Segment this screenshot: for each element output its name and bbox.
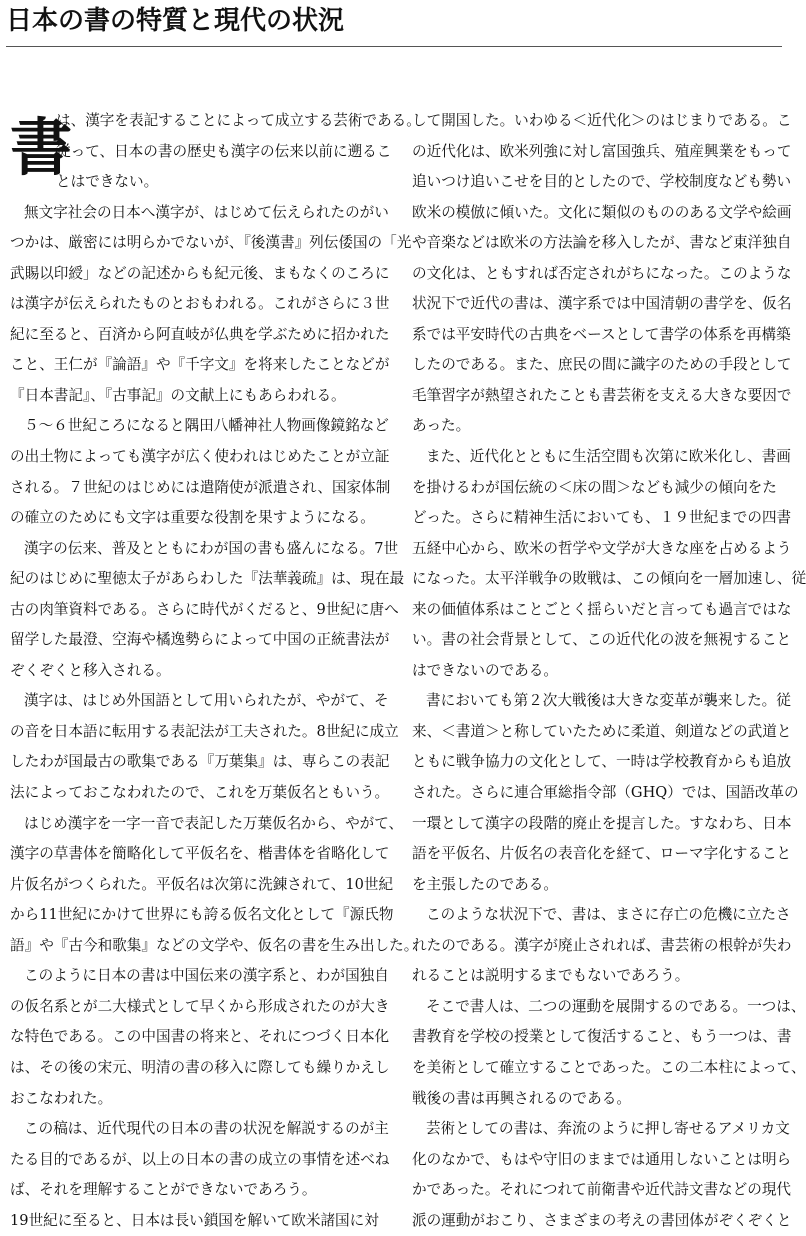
- text-line: 武賜以印綬」などの記述からも紀元後、まもなくのころに: [10, 264, 390, 282]
- text-line: 芸術としての書は、奔流のように押し寄せるアメリカ文: [426, 1120, 790, 1138]
- text-line: 戦後の書は再興されるのである。: [412, 1089, 631, 1107]
- text-line: 書教育を学校の授業として復活すること、もう一つは、書: [412, 1028, 792, 1046]
- text-line: ５～６世紀ころになると隅田八幡神社人物画像鏡銘など: [24, 417, 389, 435]
- text-line: になった。太平洋戦争の敗戦は、この傾向を一層加速し、従: [412, 570, 806, 588]
- text-line: ば、それを理解することができないであろう。: [10, 1181, 317, 1199]
- text-line: 一環として漢字の段階的廃止を提言した。すなわち、日本: [412, 814, 792, 832]
- text-line: して開国した。いわゆる＜近代化＞のはじまりである。こ: [412, 112, 792, 129]
- text-line: どった。さらに精神生活においても、１９世紀までの四書: [412, 509, 792, 527]
- text-line: このような状況下で、書は、まさに存亡の危機に立たさ: [426, 906, 791, 924]
- text-line: される。７世紀のはじめには遣隋使が派遣され、国家体制: [10, 478, 391, 496]
- text-line: な特色である。この中国書の将来と、それにつづく日本化: [10, 1028, 390, 1046]
- text-line: の音を日本語に転用する表記法が工夫された。8世紀に成立: [10, 722, 399, 740]
- text-line: 書においても第２次大戦後は大きな変革が襲来した。従: [426, 692, 791, 710]
- text-line: たる目的であるが、以上の日本の書の成立の事情を述べね: [10, 1150, 390, 1168]
- text-line: ぞくぞくと移入される。: [10, 661, 171, 679]
- text-line: あった。: [412, 417, 471, 435]
- text-line: 片仮名がつくられた。平仮名は次第に洗錬されて、10世紀: [10, 875, 394, 893]
- text-line: 派の運動がおこり、さまざまの考えの書団体がぞくぞくと: [412, 1211, 792, 1229]
- text-line: したわが国最古の歌集である『万葉集』は、専らこの表記: [10, 753, 390, 771]
- text-line: 法によっておこなわれたので、これを万葉仮名ともいう。: [10, 784, 390, 802]
- text-line: から11世紀にかけて世界にも誇る仮名文化として『源氏物: [10, 906, 394, 924]
- right-column: [412, 106, 806, 1236]
- text-line: は漢字が伝えられたものとおもわれる。これがさらに３世: [10, 295, 390, 313]
- text-line: の出土物によっても漢字が広く使われはじめたことが立証: [10, 448, 390, 466]
- text-line: の近代化は、欧米列強に対し富国強兵、殖産興業をもって: [412, 142, 792, 160]
- text-line: 追いつけ追いこせを目的としたので、学校制度なども勢い: [412, 173, 792, 191]
- text-line: 漢字は、はじめ外国語として用いられたが、やがて、そ: [24, 692, 389, 710]
- text-line: れることは説明するまでもないであろう。: [412, 967, 690, 985]
- text-line: かであった。それにつれて前衛書や近代詩文書などの現代: [412, 1181, 792, 1199]
- text-line: 留学した最澄、空海や橘逸勢らによって中国の正統書法が: [10, 631, 390, 649]
- text-line: 19世紀に至ると、日本は長い鎖国を解いて欧米諸国に対: [10, 1211, 379, 1229]
- text-line: とはできない。: [56, 173, 159, 191]
- text-line: や音楽などは欧米の方法論を移入したが、書など東洋独自: [412, 234, 792, 252]
- text-line: 五経中心から、欧米の哲学や文学が大きな座を占めるよう: [412, 539, 792, 557]
- text-line: 漢字の草書体を簡略化して平仮名を、楷書体を省略化して: [10, 845, 390, 863]
- text-line: 紀のはじめに聖徳太子があらわした『法華義疏』は、現在最: [10, 570, 405, 588]
- text-line: 『日本書記』、『古事記』の文献上にもあらわれる。: [10, 386, 346, 404]
- text-line: を掛けるわが国伝統の＜床の間＞なども減少の傾向をた: [412, 478, 777, 496]
- text-line: はじめ漢字を一字一音で表記した万葉仮名から、やがて、: [24, 814, 404, 832]
- text-line: 従って、日本の書の歴史も漢字の伝来以前に遡るこ: [56, 142, 392, 160]
- text-line: の確立のためにも文字は重要な役割を果すようになる。: [10, 509, 375, 527]
- text-line: された。さらに連合軍総指令部（GHQ）では、国語改革の: [412, 784, 799, 802]
- text-line: ともに戦争協力の文化として、一時は学校教育からも追放: [412, 753, 792, 771]
- text-line: はできないのである。: [412, 661, 558, 679]
- text-line: 紀に至ると、百済から阿直岐が仏典を学ぶために招かれた: [10, 325, 390, 343]
- text-line: 来、＜書道＞と称していたために柔道、剣道などの武道と: [412, 722, 792, 740]
- text-line: を主張したのである。: [412, 875, 558, 893]
- text-line: 漢字の伝来、普及とともにわが国の書も盛んになる。7世: [24, 539, 399, 557]
- text-line: 化のなかで、もはや守旧のままでは通用しないことは明ら: [412, 1150, 792, 1168]
- text-line: この稿は、近代現代の日本の書の状況を解説するのが主: [24, 1120, 389, 1138]
- text-line: 語』や『古今和歌集』などの文学や、仮名の書を生み出した。: [10, 936, 419, 954]
- text-line: の仮名系とが二大様式として早くから形成されたのが大き: [10, 997, 390, 1015]
- text-line: 古の肉筆資料である。さらに時代がくだると、9世紀に唐へ: [10, 600, 399, 618]
- text-line: おこなわれた。: [10, 1089, 113, 1107]
- text-line: は、漢字を表記することによって成立する芸術である。: [56, 112, 421, 129]
- text-line: 毛筆習字が熱望されたことも書芸術を支える大きな要因で: [412, 386, 792, 404]
- article-title: 日本の書の特質と現代の状況: [6, 6, 345, 36]
- left-column: [10, 106, 421, 1236]
- text-line: つかは、厳密には明らかでないが、『後漢書』列伝倭国の「光: [10, 234, 412, 252]
- text-line: このように日本の書は中国伝来の漢字系と、わが国独自: [24, 967, 389, 985]
- text-line: れたのである。漢字が廃止されれば、書芸術の根幹が失わ: [412, 936, 792, 954]
- text-line: 系では平安時代の古典をベースとして書学の体系を再構築: [412, 325, 791, 343]
- text-line: い。書の社会背景として、この近代化の波を無視すること: [412, 631, 792, 649]
- text-line: こと、王仁が『論語』や『千字文』を将来したことなどが: [10, 356, 390, 374]
- text-line: の文化は、ともすれば否定されがちになった。このような: [412, 264, 792, 282]
- text-line: したのである。また、庶民の間に識字のための手段として: [412, 356, 792, 374]
- text-line: を美術として確立することであった。この二本柱によって、: [412, 1058, 806, 1076]
- text-line: は、その後の宋元、明清の書の移入に際しても繰りかえし: [10, 1058, 390, 1076]
- text-line: 状況下で近代の書は、漢字系では中国清朝の書学を、仮名: [412, 295, 792, 313]
- text-line: 来の価値体系はことごとく揺らいだと言っても過言ではな: [412, 600, 792, 618]
- text-line: 語を平仮名、片仮名の表音化を経て、ローマ字化すること: [412, 845, 792, 863]
- text-line: また、近代化とともに生活空間も次第に欧米化し、書画: [426, 448, 791, 466]
- drop-cap: 書: [10, 111, 73, 184]
- text-line: そこで書人は、二つの運動を展開するのである。一つは、: [426, 997, 806, 1015]
- title-rule: [6, 46, 782, 47]
- text-line: 欧米の模倣に傾いた。文化に類似のもののある文学や絵画: [412, 203, 792, 221]
- text-line: 無文字社会の日本へ漢字が、はじめて伝えられたのがい: [24, 203, 389, 221]
